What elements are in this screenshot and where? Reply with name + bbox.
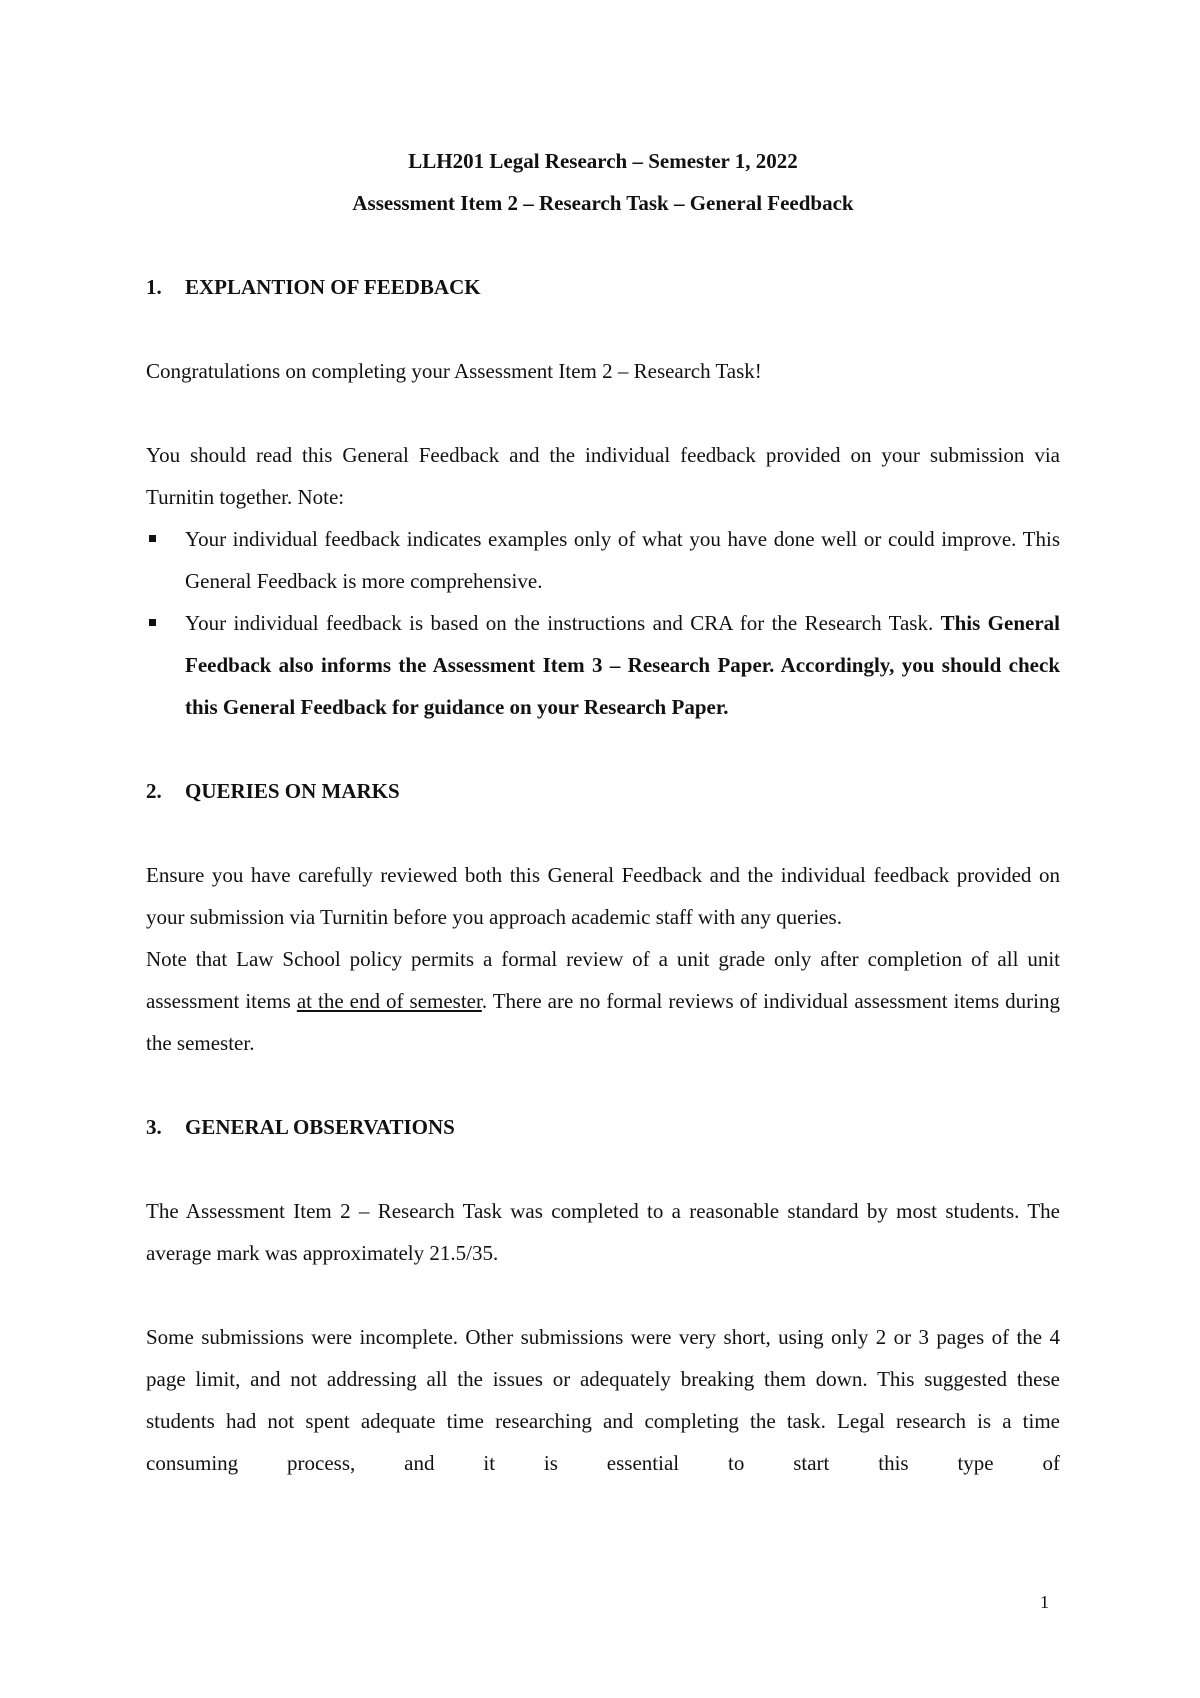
section-heading-1 (146, 266, 1060, 308)
paragraph-text: . There are no formal reviews of individual assessment items during the semester. (146, 989, 1060, 1055)
section-title: QUERIES ON MARKS (185, 779, 400, 803)
underlined-text: at the end of semester (296, 989, 482, 1013)
document-subtitle: Assessment Item 2 – Research Task – General Feedback (352, 191, 854, 215)
paragraph: Congratulations on completing your Assessment Item 2 – Research Task! (146, 359, 762, 383)
paragraph (146, 938, 1060, 1064)
section-title: EXPLANTION OF FEEDBACK (185, 275, 481, 299)
list-item-text: Your individual feedback is based on the instructions and CRA for the Research Task. (185, 611, 934, 635)
paragraph: The Assessment Item 2 – Research Task was completed to a reasonable standard by most students. The average mark was approximately 21.5/35. (146, 1199, 1060, 1265)
section-title: GENERAL OBSERVATIONS (185, 1115, 455, 1139)
paragraph: Some submissions were incomplete. Other submissions were very short, using only 2 or 3 pages of the 4 page limit, and not addressing all the issues or adequately breaking them down. This suggested these students had not spent adequate time researching and completing the task. Legal research is a time consuming process, and it is essential to start this type of (146, 1325, 1060, 1475)
paragraph: Ensure you have carefully reviewed both this General Feedback and the individual feedback provided on your submission via Turnitin before you approach academic staff with any queries. (146, 863, 1060, 929)
square-bullet-icon (149, 619, 156, 626)
section-number: 2. (146, 779, 162, 803)
list-item (146, 518, 1060, 602)
list-item-bold-text: This General Feedback also informs the Assessment Item 3 – Research Paper. Accordingly, you should check this General Feedback for guidance on your Research Paper. (185, 611, 1060, 719)
square-bullet-icon (149, 535, 156, 542)
page-number: 1 (1040, 1592, 1049, 1612)
list-item (146, 602, 1060, 728)
document-title: LLH201 Legal Research – Semester 1, 2022 (408, 149, 798, 173)
list-item-text: Your individual feedback indicates examples only of what you have done well or could improve. This General Feedback is more comprehensive. (185, 527, 1060, 593)
section-heading-3 (146, 1106, 1060, 1148)
page-content (146, 140, 1060, 1484)
section-heading-2 (146, 770, 1060, 812)
bullet-list (146, 518, 1060, 728)
paragraph-text: Note that Law School policy permits a formal review of a unit grade only after completion of all unit assessment items (146, 947, 1060, 1013)
section-number: 3. (146, 1115, 162, 1139)
section-number: 1. (146, 275, 162, 299)
paragraph: You should read this General Feedback and the individual feedback provided on your submission via Turnitin together. Note: (146, 443, 1060, 509)
